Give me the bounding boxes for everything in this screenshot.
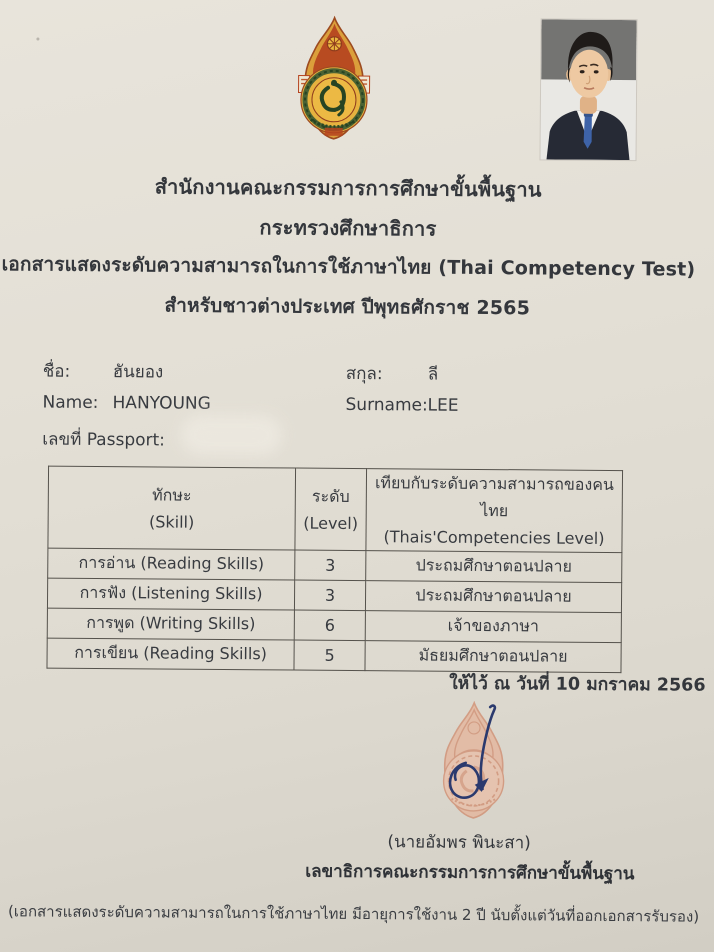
portrait-graphic [540,19,636,160]
header-level-th: ระดับ [311,486,350,506]
stamp-graphic [435,701,512,822]
cell-level: 3 [294,580,365,611]
document-header [1,0,696,320]
cell-thai-level: เจ้าของภาษา [365,611,621,643]
table-row [47,578,621,613]
surname-value-en: LEE [427,395,459,416]
obec-ministry-emblem-icon [297,16,372,143]
org-name-line: สำนักงานคณะกรรมการการศึกษาขั้นพื้นฐาน [154,174,542,202]
surname-label-en: Surname: [345,394,428,416]
cell-thai-level: มัธยมศึกษาตอนปลาย [365,641,621,673]
header-skill-th: ทักษะ [152,484,192,505]
validity-footer-text: (เอกสารแสดงระดับความสามารถในการใช้ภาษาไทย มีอายุการใช้งาน 2 ปี นับตั้งแต่วันที่ออกเอกสารรับรอง) [7,902,700,926]
id-portrait-photo [540,19,636,160]
header-skill [48,466,296,550]
signatory-name [0,825,714,859]
name-value-en: HANYOUNG [112,393,211,414]
cell-level: 5 [294,640,365,671]
document-title-line: เอกสารแสดงระดับความสามารถในการใช้ภาษาไทย (Thai Competency Test) [1,253,696,281]
competency-score-table [46,466,623,674]
ministry-name-line: กระทรวงศึกษาธิการ [259,215,437,241]
validity-footer-note [0,899,711,929]
cell-thai-level: ประถมศึกษาตอนปลาย [366,551,622,583]
header-level [295,468,367,551]
header-thai-level [366,469,623,553]
name-label-en: Name: [42,392,99,413]
cell-level: 3 [295,550,366,581]
issue-date-line [0,665,714,700]
emblem-graphic [297,16,372,143]
passport-label: เลขที่ Passport: [42,429,166,451]
first-name-value-th: ฮันยอง [112,362,164,383]
cell-level: 6 [294,610,365,641]
paper-speck [36,37,39,40]
document-subtitle-line: สำหรับชาวต่างประเทศ ปีพุทธศักราช 2565 [164,294,531,320]
cell-skill: การฟัง (Listening Skills) [47,578,294,610]
issue-date-text: ให้ไว้ ณ วันที่ 10 มกราคม 2566 [449,673,706,696]
last-name-value-th: ลี [427,364,439,385]
cell-thai-level: ประถมศึกษาตอนปลาย [365,581,621,613]
signatory-title-text: เลขาธิการคณะกรรมการการศึกษาขั้นพื้นฐาน [305,861,635,885]
header-skill-en: (Skill) [148,511,195,532]
signatory-name-text: (นายอัมพร พินะสา) [387,832,531,854]
obec-seal-stamp-icon [435,701,512,822]
header-thai-level-th: เทียบกับระดับความสามารถของคนไทย [374,473,614,521]
cell-skill: การอ่าน (Reading Skills) [48,548,295,580]
table-header-row [48,466,623,553]
first-name-label-th: ชื่อ: [42,361,71,382]
signatory-title [0,855,714,889]
passport-number-redaction [180,415,282,456]
cell-skill: การพูด (Writing Skills) [47,608,294,640]
last-name-label-th: สกุล: [345,363,383,385]
table-row [48,548,622,583]
header-level-en: (Level) [303,513,359,533]
header-thai-level-en: (Thais'Competencies Level) [383,527,605,548]
table-row [47,608,621,643]
cell-skill: การเขียน (Reading Skills) [47,638,294,670]
